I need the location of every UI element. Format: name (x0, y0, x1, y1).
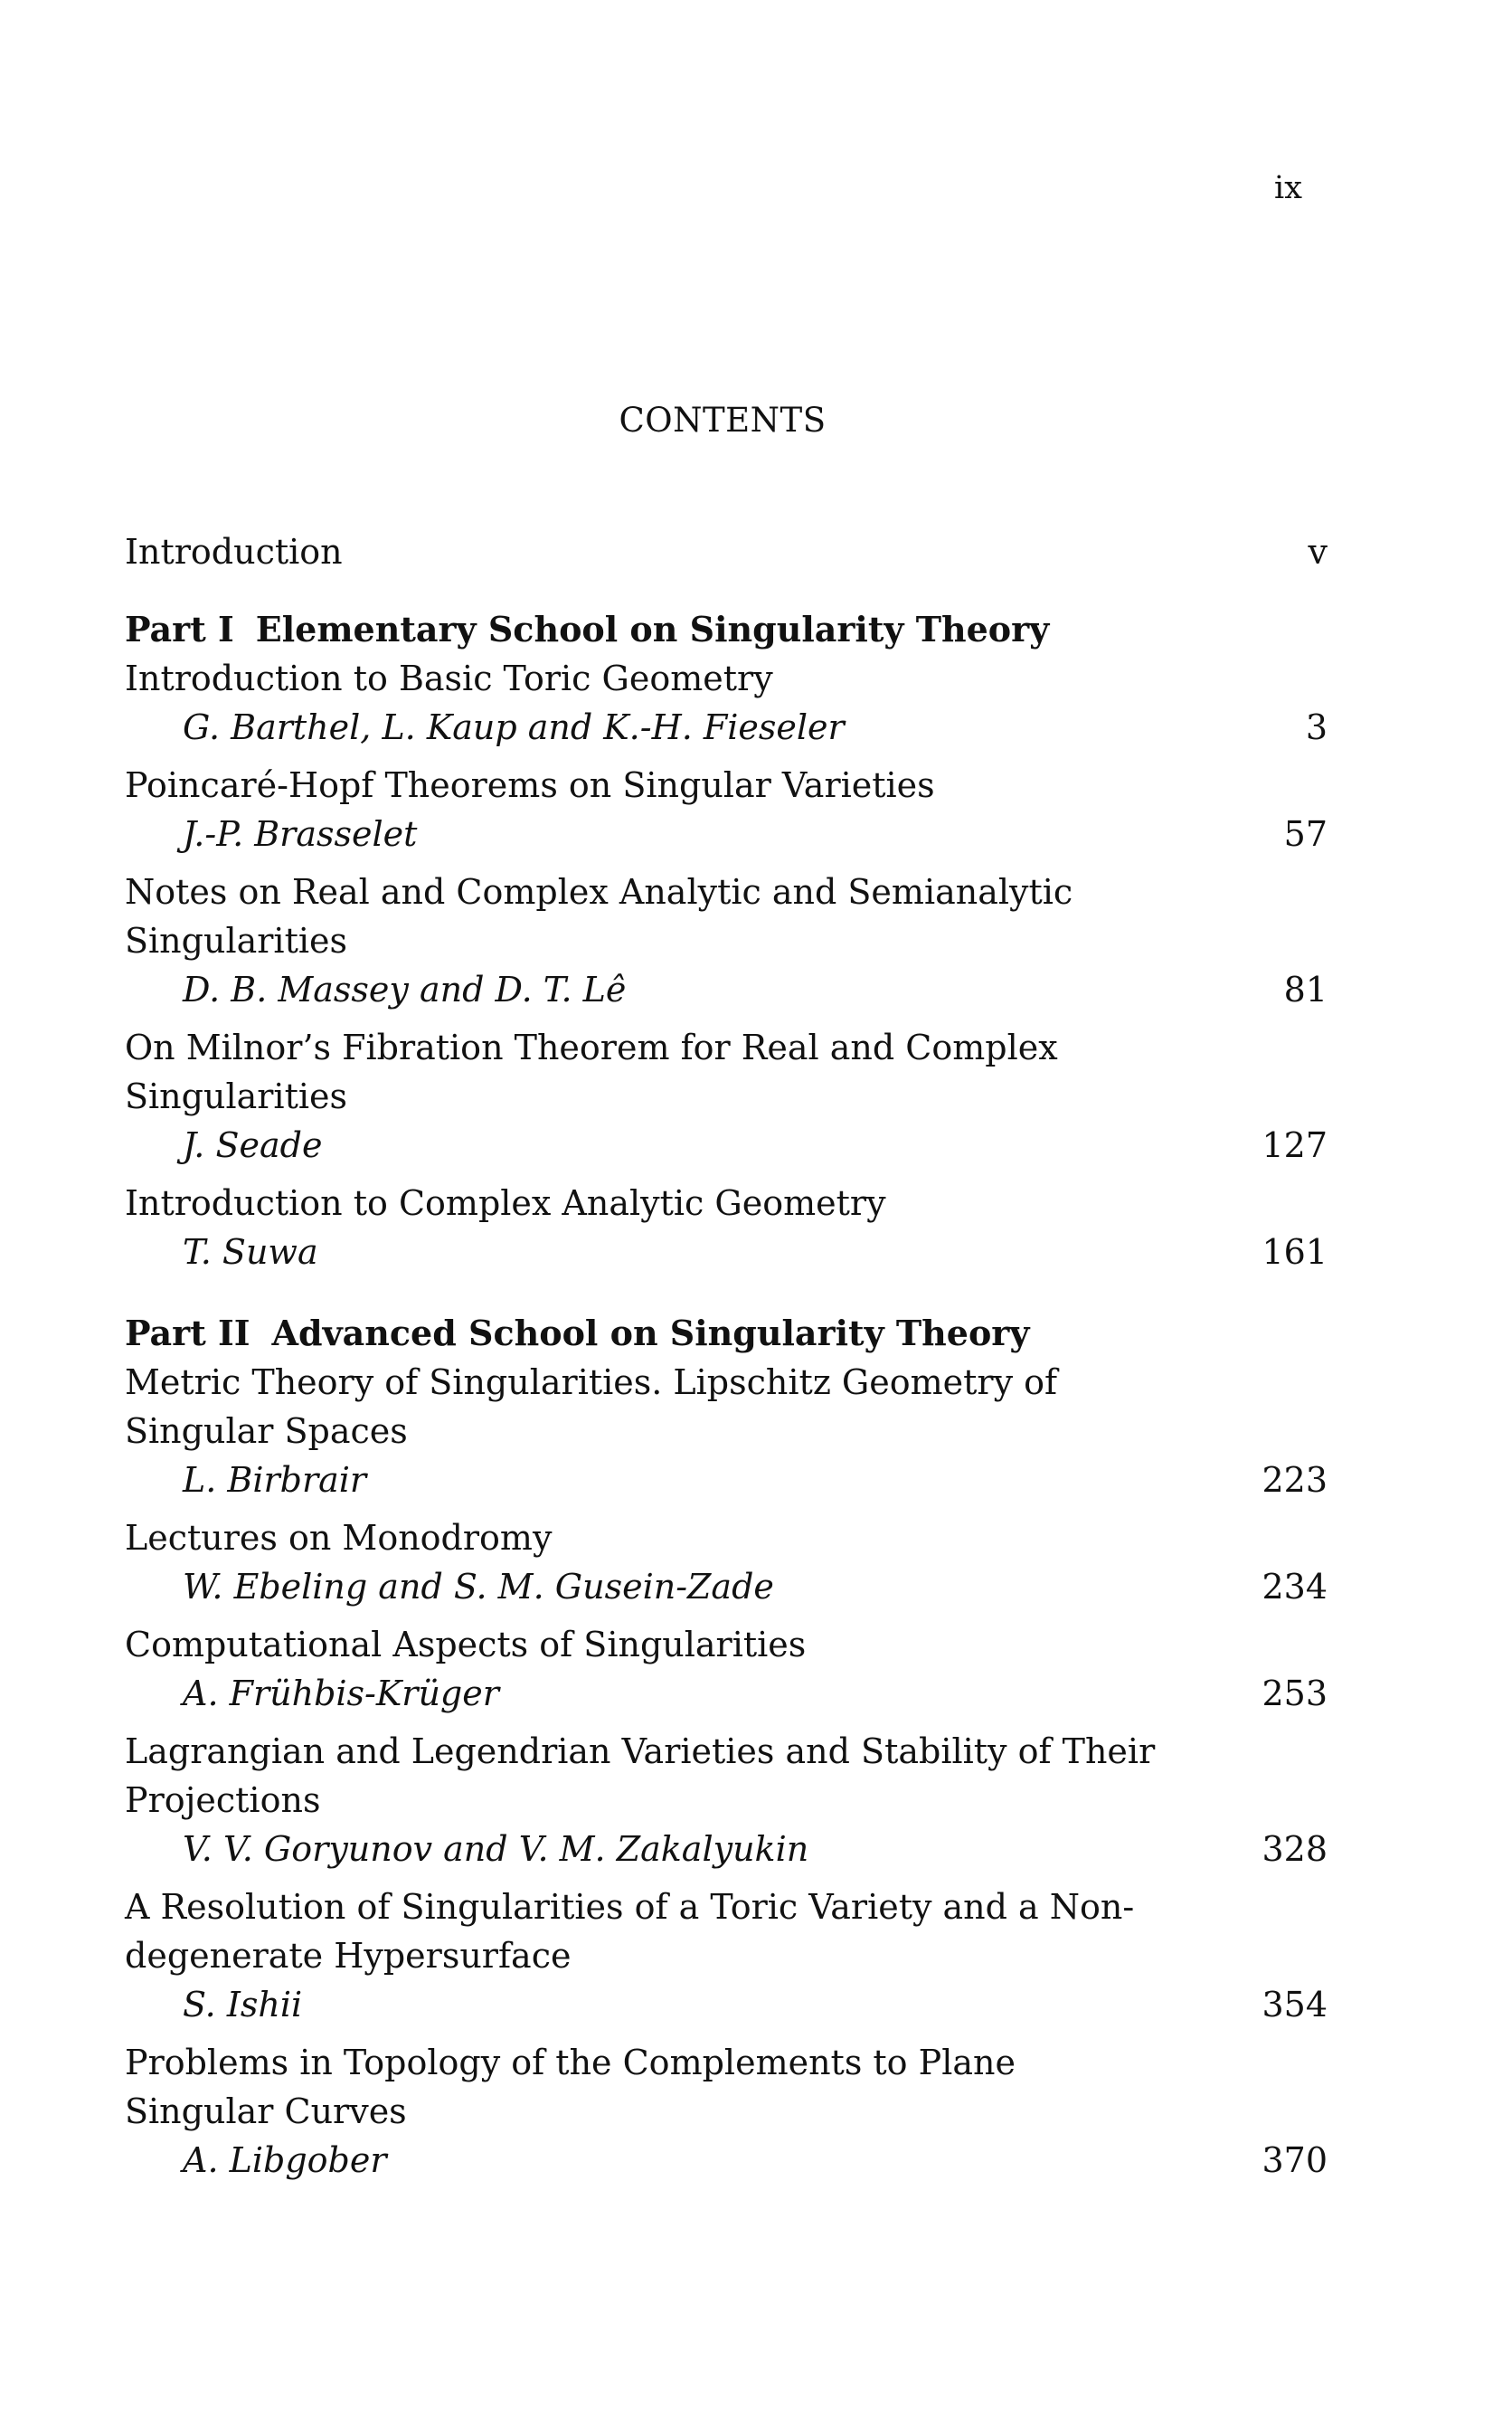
toc-entry (125, 868, 1328, 1014)
entry-authors: V. V. Goryunov and V. M. Zakalyukin (183, 1829, 809, 1869)
toc-entry (125, 2038, 1328, 2185)
entry-page: 223 (1262, 1460, 1328, 1500)
entry-title: Problems in Topology of the Complements to Plane Singular Curves (125, 2043, 1016, 2131)
author-row (125, 1228, 1328, 1276)
toc-entry (125, 1023, 1328, 1170)
part-label: Part II (125, 1313, 250, 1353)
author-row (125, 703, 1328, 752)
author-row (125, 1121, 1328, 1170)
toc-entry (125, 1179, 1328, 1276)
part-1 (125, 605, 1328, 1276)
part-title: Advanced School on Singularity Theory (271, 1313, 1030, 1353)
entry-page: 354 (1262, 1985, 1328, 2024)
entry-title: Introduction to Complex Analytic Geometry (125, 1183, 886, 1223)
entry-title: Notes on Real and Complex Analytic and Semianalytic Singularities (125, 872, 1073, 961)
entry-authors: L. Birbrair (183, 1460, 367, 1500)
author-row (125, 1456, 1328, 1504)
entry-page: 127 (1262, 1125, 1328, 1165)
entry-authors: A. Libgober (183, 2140, 387, 2180)
entry-page: 81 (1283, 970, 1328, 1010)
author-row (125, 1825, 1328, 1873)
entry-authors: T. Suwa (183, 1232, 318, 1272)
entry-title: Introduction to Basic Toric Geometry (125, 659, 773, 698)
entry-title: Lectures on Monodromy (125, 1518, 553, 1558)
part-label: Part I (125, 609, 234, 650)
entry-authors: J. Seade (183, 1125, 323, 1165)
entry-authors: J.-P. Brasselet (183, 814, 418, 854)
author-row (125, 965, 1328, 1014)
toc-entry (125, 1513, 1328, 1611)
entry-page: 253 (1262, 1674, 1328, 1713)
entry-authors: G. Barthel, L. Kaup and K.-H. Fieseler (183, 707, 845, 747)
entry-page: 3 (1305, 707, 1328, 747)
part-2 (125, 1309, 1328, 2185)
entry-title: Introduction (125, 532, 343, 572)
toc-entry (125, 1882, 1328, 2029)
entry-title: Metric Theory of Singularities. Lipschitz Geometry of Singular Spaces (125, 1362, 1058, 1451)
part-heading (125, 605, 1328, 654)
author-row (125, 810, 1328, 858)
entry-page: 161 (1262, 1232, 1328, 1272)
author-row (125, 1562, 1328, 1611)
table-of-contents (125, 529, 1328, 2194)
entry-authors: A. Frühbis-Krüger (183, 1674, 499, 1713)
entry-title: A Resolution of Singularities of a Toric Variety and a Non-degenerate Hypersurface (125, 1887, 1135, 1976)
toc-entry (125, 761, 1328, 858)
author-row (125, 2136, 1328, 2185)
toc-entry (125, 654, 1328, 752)
author-row (125, 1669, 1328, 1718)
entry-title: On Milnor’s Fibration Theorem for Real and Complex Singularities (125, 1028, 1058, 1116)
entry-page: 370 (1262, 2140, 1328, 2180)
page-number: ix (1274, 170, 1302, 206)
entry-authors: W. Ebeling and S. M. Gusein-Zade (183, 1567, 774, 1607)
part-title: Elementary School on Singularity Theory (255, 609, 1050, 650)
toc-entry-introduction (125, 529, 1328, 574)
entry-authors: S. Ishii (183, 1985, 303, 2024)
toc-entry (125, 1727, 1328, 1873)
toc-entry (125, 1620, 1328, 1718)
entry-title: Lagrangian and Legendrian Varieties and Stability of Their Projections (125, 1731, 1156, 1820)
entry-page: v (1308, 532, 1328, 572)
entry-page: 328 (1262, 1829, 1328, 1869)
entry-title: Computational Aspects of Singularities (125, 1625, 807, 1664)
entry-authors: D. B. Massey and D. T. Lê (183, 970, 627, 1010)
entry-title: Poincaré-Hopf Theorems on Singular Varieties (125, 765, 935, 805)
toc-entry (125, 1358, 1328, 1504)
part-heading (125, 1309, 1328, 1358)
entry-page: 234 (1262, 1567, 1328, 1607)
author-row (125, 1980, 1328, 2029)
entry-page: 57 (1283, 814, 1328, 854)
contents-heading: CONTENTS (619, 401, 827, 440)
